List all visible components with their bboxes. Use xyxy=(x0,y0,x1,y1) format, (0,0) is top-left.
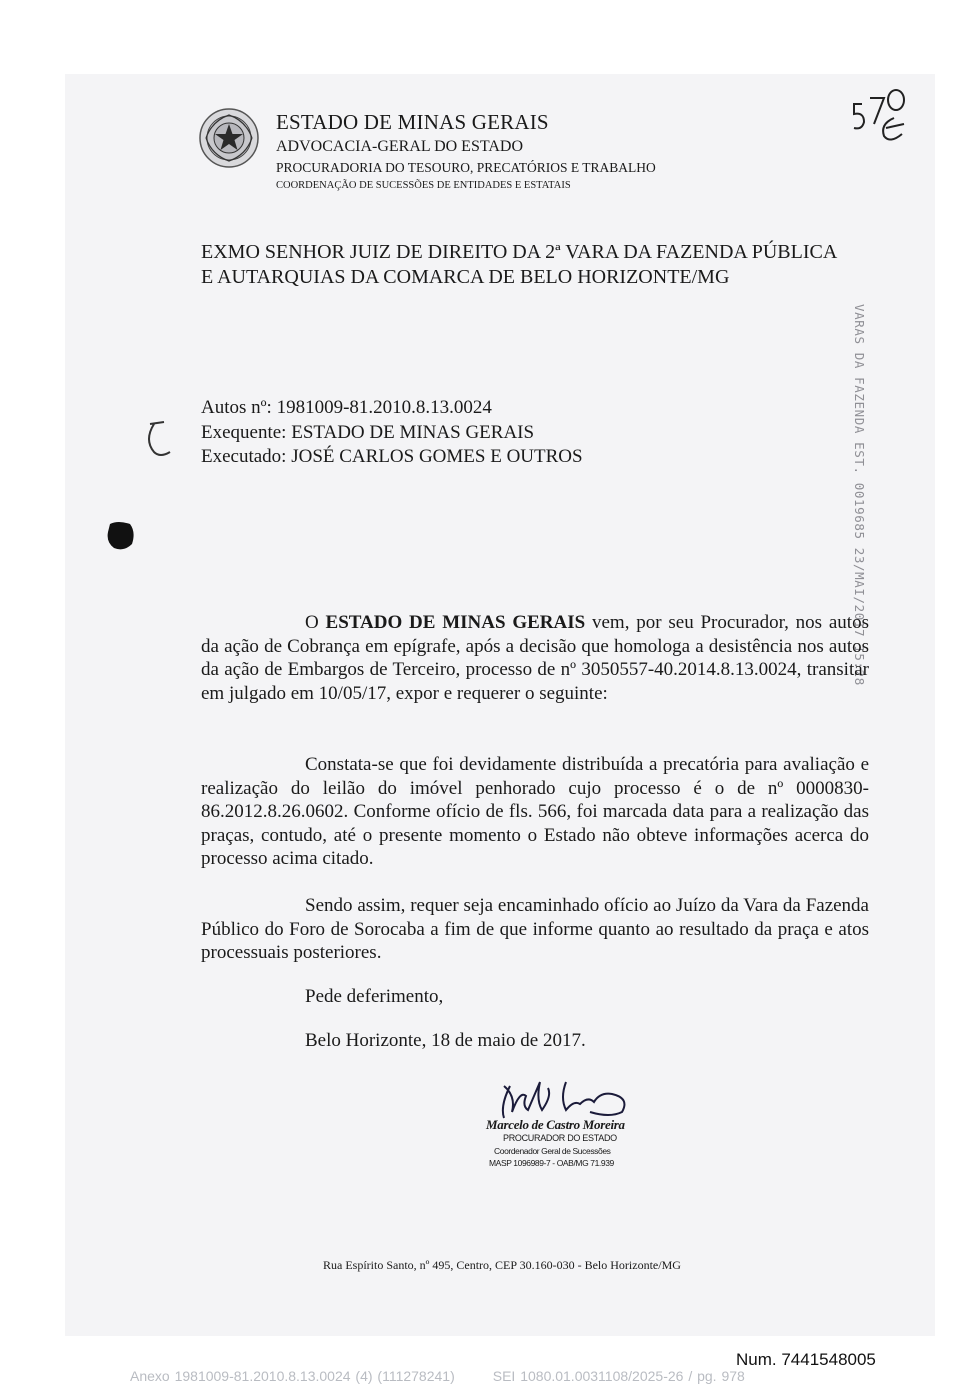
handwritten-mark xyxy=(140,418,176,460)
signer-title: PROCURADOR DO ESTADO xyxy=(503,1133,617,1143)
case-plaintiff: Exequente: ESTADO DE MINAS GERAIS xyxy=(201,421,535,443)
annex-reference: Anexo 1981009-81.2010.8.13.0024 (4) (111278241) xyxy=(130,1368,455,1384)
addressee-line-1: EXMO SENHOR JUIZ DE DIREITO DA 2ª VARA DA FAZENDA PÚBLICA xyxy=(201,241,838,263)
place-date: Belo Horizonte, 18 de maio de 2017. xyxy=(305,1030,586,1051)
case-defendant: Executado: JOSÉ CARLOS GOMES E OUTROS xyxy=(201,446,583,467)
protocol-stamp: VARAS DA FAZENDA EST. 0019685 23/MAI/2017 15:28 xyxy=(852,304,867,686)
header-department: PROCURADORIA DO TESOURO, PRECATÓRIOS E TRABALHO xyxy=(276,160,656,175)
footer-address: Rua Espírito Santo, nº 495, Centro, CEP 30.160-030 - Belo Horizonte/MG xyxy=(323,1258,681,1272)
case-number: Autos nº: 1981009-81.2010.8.13.0024 xyxy=(201,397,492,418)
sei-reference: SEI 1080.01.0031108/2025-26 / pg. 978 xyxy=(492,1368,745,1384)
party-name-bold: ESTADO DE MINAS GERAIS xyxy=(325,612,586,633)
paragraph-3: Sendo assim, requer seja encaminhado ofício ao Juízo da Vara da Fazenda Público do Foro de Sorocaba a fim de que informe quanto ao resultado da praça e atos processuais posteriores. xyxy=(201,895,869,963)
paragraph-2: Constata-se que foi devidamente distribuída a precatória para avaliação e realização do leilão do imóvel penhorado cujo processo é o de nº 0000830-86.2012.8.26.0602. Conforme ofício de fls. 566, foi marcada data para a realização das praças, contudo, até o presente momento o Estado não obteve informações acerca do processo acima citado. xyxy=(201,754,869,869)
signer-name: Marcelo de Castro Moreira xyxy=(486,1117,625,1132)
signer-role: Coordenador Geral de Sucessões xyxy=(494,1146,611,1156)
sei-footer xyxy=(130,1368,745,1384)
paragraph-1: O ESTADO DE MINAS GERAIS vem, por seu Procurador, nos autos da ação de Cobrança em epígrafe, após a decisão que homologa a desistência nos autos da ação de Embargos de Terceiro, processo de nº 3050557-40.2014.8.13.0024, transitar em julgado em 10/05/17, expor e requerer o seguinte: xyxy=(201,612,869,704)
coat-of-arms-seal-icon xyxy=(198,107,260,169)
header-state: ESTADO DE MINAS GERAIS xyxy=(276,110,549,134)
ink-blot xyxy=(104,518,136,552)
addressee-line-2: E AUTARQUIAS DA COMARCA DE BELO HORIZONTE/MG xyxy=(201,266,730,288)
case-info xyxy=(201,396,583,470)
addressee xyxy=(201,240,869,290)
closing: Pede deferimento, xyxy=(305,986,444,1007)
signer-ids: MASP 1096989-7 - OAB/MG 71.939 xyxy=(489,1158,614,1168)
document-number: Num. 7441548005 xyxy=(736,1350,876,1369)
header-coordination: COORDENAÇÃO DE SUCESSÕES DE ENTIDADES E ESTATAIS xyxy=(276,180,571,191)
header-agency: ADVOCACIA-GERAL DO ESTADO xyxy=(276,138,523,155)
handwritten-page-number xyxy=(850,84,920,154)
